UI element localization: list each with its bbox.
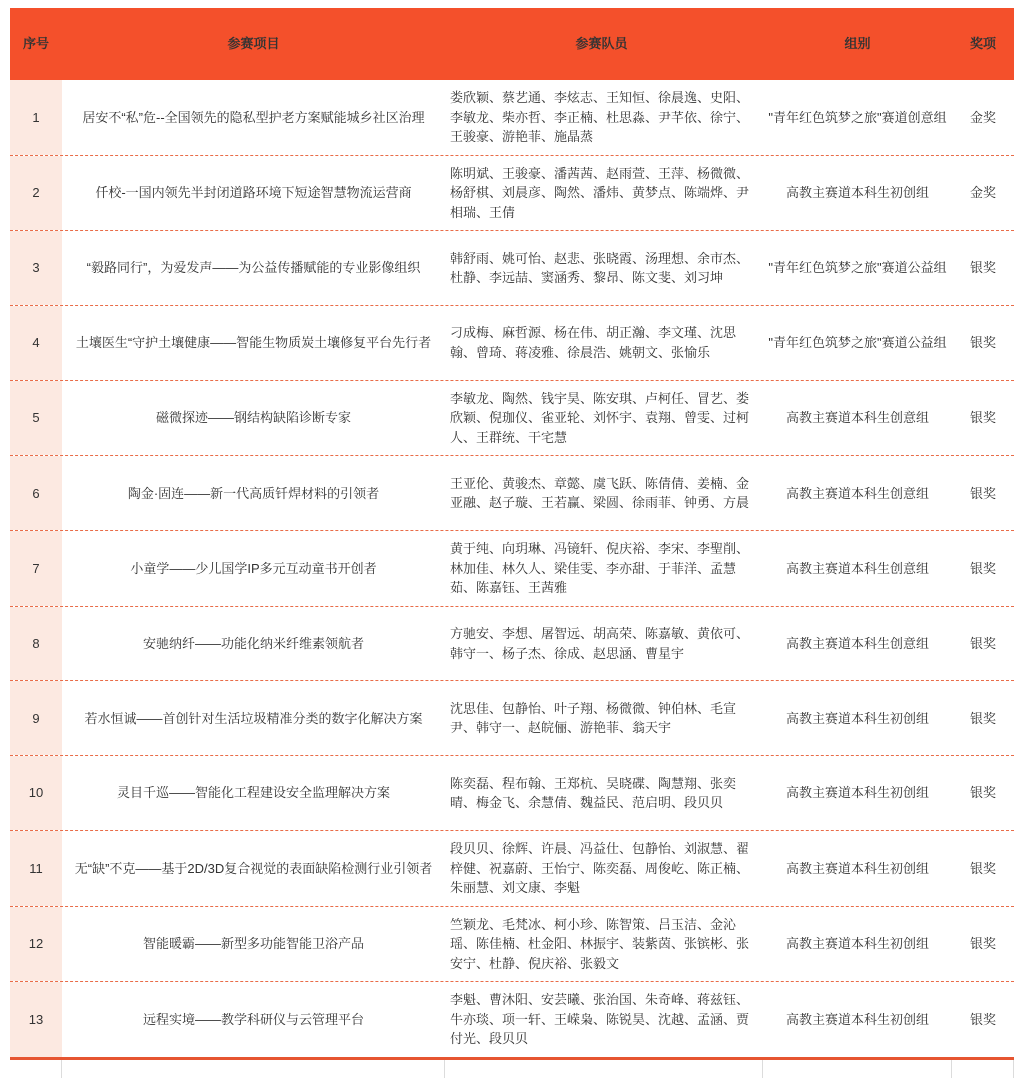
cell-group: "青年红色筑梦之旅"赛道公益组 [768, 260, 947, 276]
cell-group: 高教主赛道本科生创意组 [785, 485, 929, 501]
cell-index: 7 [10, 531, 62, 606]
cell-award: 银奖 [969, 410, 996, 426]
cell-index: 1 [10, 80, 62, 155]
cell-project: 小童学——少儿国学IP多元互动童书开创者 [130, 560, 377, 576]
header-project: 参赛项目 [227, 36, 280, 52]
table-row [10, 606, 1014, 681]
cell-project: 若水恒诚——首创针对生活垃圾精准分类的数字化解决方案 [84, 710, 423, 726]
cell-members: 李敏龙、陶然、钱宇昊、陈安琪、卢柯任、冒艺、娄欣颖、倪珈仪、雀亚轮、刘怀宇、袁翔、曾雯、过柯人、王群统、干宅慧 [450, 390, 750, 445]
table-row [10, 981, 1014, 1057]
cell-index: 3 [10, 231, 62, 305]
cell-group: 高教主赛道本科生创意组 [785, 635, 929, 651]
cell-group: 高教主赛道本科生初创组 [785, 710, 929, 726]
cell-award: 金奖 [969, 109, 996, 125]
cell-members: 黄于纯、向玥琳、冯镜轩、倪庆裕、李宋、李聖削、林加佳、林久人、梁佳雯、李亦甜、于菲洋、孟慧茹、陈嘉钰、王茜雅 [450, 541, 750, 596]
cell-project: 智能暖霸——新型多功能智能卫浴产品 [142, 936, 364, 952]
cell-award: 银奖 [969, 635, 996, 651]
cell-group: 高教主赛道本科生初创组 [785, 936, 929, 952]
cell-index: 12 [10, 907, 62, 982]
stub-cell [763, 1060, 952, 1078]
table-header-row [10, 8, 1014, 80]
cell-index: 8 [10, 607, 62, 681]
cell-group: "青年红色筑梦之旅"赛道创意组 [768, 109, 947, 125]
cell-members: 段贝贝、徐辉、许晨、冯益仕、包静怡、刘淑慧、翟梓健、祝嘉蔚、王怡宁、陈奕磊、周俊屹、陈正楠、朱丽慧、刘文康、李魁 [450, 841, 750, 896]
awards-table [10, 8, 1014, 1078]
cell-project: 远程实境——教学科研仪与云管理平台 [142, 1011, 364, 1027]
stub-cell [10, 1060, 62, 1078]
cell-award: 银奖 [969, 785, 996, 801]
cell-project: 陶金·固连——新一代高质钎焊材料的引领者 [127, 485, 380, 501]
cell-members: 刁成梅、麻哲源、杨在伟、胡正瀚、李文瑾、沈思翰、曾琦、蒋凌雅、徐晨浩、姚朝文、张愉乐 [450, 325, 737, 360]
cell-members: 方驰安、李想、屠智远、胡高荣、陈嘉敏、黄依可、韩守一、杨子杰、徐成、赵思涵、曹星宇 [450, 626, 750, 661]
header-award: 奖项 [969, 36, 996, 52]
cell-award: 银奖 [969, 936, 996, 952]
cell-index: 9 [10, 681, 62, 755]
cell-award: 银奖 [969, 710, 996, 726]
cell-members: 陈明斌、王骏豪、潘茜茜、赵雨萱、王萍、杨微微、杨舒棋、刘晨彦、陶然、潘炜、黄梦点、陈端烨、尹相瑞、王倩 [450, 165, 750, 220]
cell-project: 土壤医生“守护土壤健康——智能生物质炭土壤修复平台先行者 [75, 335, 432, 351]
cell-project: 安驰纳纤——功能化纳米纤维素领航者 [142, 635, 364, 651]
cell-project: “毅路同行”，为爱发声——为公益传播赋能的专业影像组织 [86, 260, 421, 276]
cell-group: 高教主赛道本科生创意组 [785, 410, 929, 426]
cell-award: 银奖 [969, 560, 996, 576]
header-group: 组别 [844, 36, 871, 52]
next-row-stub [10, 1060, 1014, 1078]
cell-group: 高教主赛道本科生初创组 [785, 860, 929, 876]
cell-index: 2 [10, 156, 62, 231]
table-row [10, 755, 1014, 830]
cell-project: 磁微探迹——钢结构缺陷诊断专家 [155, 410, 351, 426]
table-row [10, 305, 1014, 380]
cell-project: 无“缺”不克——基于2D/3D复合视觉的表面缺陷检测行业引领者 [74, 860, 433, 876]
cell-group: 高教主赛道本科生创意组 [785, 560, 929, 576]
table-row [10, 155, 1014, 231]
table-row [10, 530, 1014, 606]
cell-index: 5 [10, 381, 62, 456]
cell-index: 6 [10, 456, 62, 530]
table-row [10, 680, 1014, 755]
stub-cell [952, 1060, 1014, 1078]
cell-project: 灵目千巡——智能化工程建设安全监理解决方案 [116, 785, 390, 801]
cell-members: 韩舒雨、姚可怡、赵悲、张晓霞、汤理想、余市杰、杜静、李远喆、窦涵秀、黎昂、陈文斐、刘习坤 [450, 250, 750, 286]
cell-award: 金奖 [969, 185, 996, 201]
cell-members: 竺颖龙、毛梵冰、柯小珍、陈智策、吕玉洁、金沁瑶、陈佳楠、杜金阳、林振宇、装紫茵、张镔彬、张安宁、杜静、倪庆裕、张毅文 [450, 916, 750, 971]
cell-members: 王亚伦、黄骏杰、章懿、虞飞跃、陈倩倩、姜楠、金亚融、赵子璇、王若赢、梁圆、徐雨菲、钟勇、方晨 [450, 475, 750, 511]
cell-members: 沈思佳、包静怡、叶子翔、杨微微、钟伯林、毛宣尹、韩守一、赵皖俪、游艳菲、翁天宇 [450, 700, 737, 736]
table-body [10, 80, 1014, 1060]
cell-award: 银奖 [969, 860, 996, 876]
table-row [10, 830, 1014, 906]
cell-index: 4 [10, 306, 62, 380]
header-members: 参赛队员 [575, 36, 628, 52]
cell-award: 银奖 [969, 1011, 996, 1027]
header-index: 序号 [22, 36, 49, 52]
cell-index: 11 [10, 831, 62, 906]
table-row [10, 906, 1014, 982]
table-row [10, 80, 1014, 155]
cell-project: 仟校-一国内领先半封闭道路环境下短途智慧物流运营商 [95, 185, 412, 201]
table-row [10, 380, 1014, 456]
cell-group: 高教主赛道本科生初创组 [785, 185, 929, 201]
cell-project: 居安不“私”危--全国领先的隐私型护老方案赋能城乡社区治理 [82, 109, 425, 125]
cell-award: 银奖 [969, 335, 996, 351]
cell-group: 高教主赛道本科生初创组 [785, 785, 929, 801]
cell-award: 银奖 [969, 485, 996, 501]
stub-cell [62, 1060, 445, 1078]
stub-cell [445, 1060, 763, 1078]
table-row [10, 455, 1014, 530]
cell-members: 娄欣颖、蔡艺通、李炫志、王知恒、徐晨逸、史阳、李敏龙、柴亦哲、李正楠、杜思淼、尹芊依、徐宁、王骏豪、游艳菲、施晶蒸 [450, 90, 750, 145]
cell-award: 银奖 [969, 260, 996, 276]
cell-group: 高教主赛道本科生初创组 [785, 1011, 929, 1027]
cell-group: "青年红色筑梦之旅"赛道公益组 [768, 335, 947, 351]
table-row [10, 230, 1014, 305]
cell-members: 陈奕磊、程布翰、王郑杭、吴晓碟、陶慧翔、张奕晴、梅金飞、余慧倩、魏益民、范启明、段贝贝 [450, 775, 737, 811]
cell-index: 10 [10, 756, 62, 830]
cell-index: 13 [10, 982, 62, 1057]
cell-members: 李魁、曹沐阳、安芸曦、张治国、朱奇峰、蒋兹钰、牛亦琰、项一轩、王嵘枭、陈锐昊、沈越、孟涵、贾付光、段贝贝 [450, 992, 750, 1047]
